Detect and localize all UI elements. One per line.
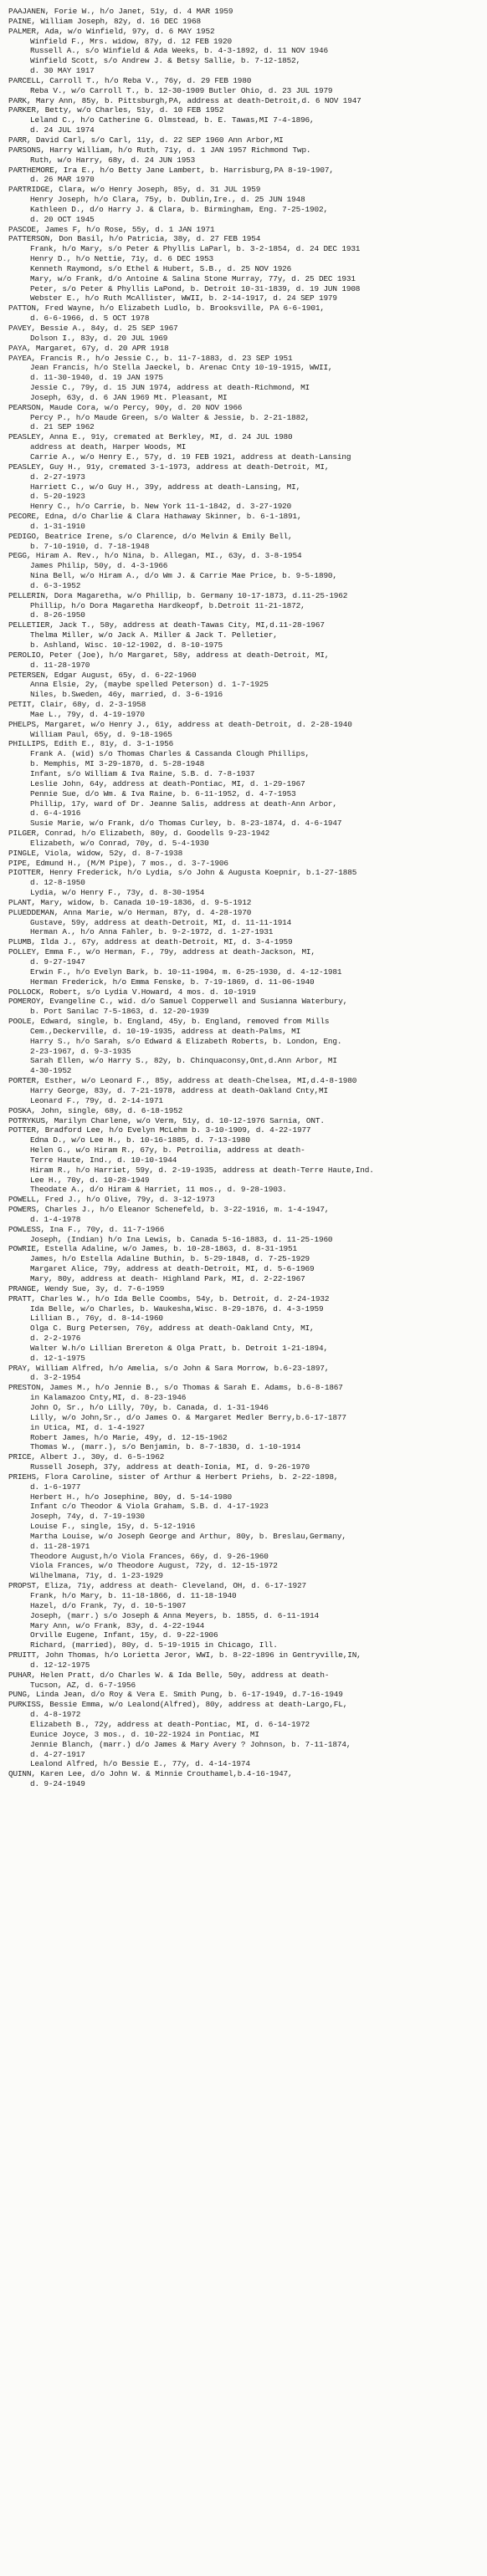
- entry-detail-line: Mary Ann, w/o Frank, 83y, d. 4-22-1944: [30, 1620, 205, 1630]
- entry-detail-line: Joseph, (Indian) h/o Ina Lewis, b. Canada 5-16-1883, d. 11-25-1960: [30, 1234, 333, 1244]
- entry-surname-line: POLLOCK, Robert, s/o Lydia V.Howard, 4 mos. d. 10-1919: [8, 987, 256, 997]
- index-entry: [8, 739, 480, 829]
- entry-detail-line: Nina Bell, w/o Hiram A., d/o Wm J. & Carrie Mae Price, b. 9-5-1890,: [30, 571, 337, 581]
- entry-detail-line: Lee H., 70y, d. 10-28-1949: [30, 1175, 150, 1185]
- entry-detail-line: Elizabeth B., 72y, address at death-Pontiac, MI, d. 6-14-1972: [30, 1719, 310, 1729]
- index-entry: [8, 1364, 480, 1384]
- entry-surname-line: PARSONS, Harry William, h/o Ruth, 71y, d. 1 JAN 1957 Richmond Twp.: [8, 145, 311, 155]
- entry-detail-line: Pennie Sue, d/o Wm. & Iva Raine, b. 6-11-1952, d. 4-7-1953: [30, 788, 296, 798]
- index-entry: [8, 1195, 480, 1205]
- index-entry: [8, 344, 480, 354]
- entry-surname-line: PRATT, Charles W., h/o Ida Belle Coombs, 54y, b. Detroit, d. 2-24-1932: [8, 1293, 330, 1303]
- entry-surname-line: PAYA, Margaret, 67y, d. 20 APR 1918: [8, 343, 169, 353]
- entry-detail-line: Eunice Joyce, 3 mos., d. 10-22-1924 in Pontiac, MI: [30, 1729, 259, 1739]
- index-entry: [8, 185, 480, 224]
- entry-surname-line: PEGG, Hiram A. Rev., h/o Nina, b. Allegan, MI., 63y, d. 3-8-1954: [8, 551, 302, 561]
- entry-surname-line: PLUEDDEMAN, Anna Marie, w/o Herman, 87y, d. 4-28-1970: [8, 907, 252, 917]
- entry-detail-line: d. 9-24-1949: [30, 1779, 85, 1789]
- index-entry: [8, 1472, 480, 1581]
- entry-detail-line: Joseph, 74y, d. 7-19-1930: [30, 1512, 145, 1522]
- index-entry: [8, 908, 480, 938]
- entry-surname-line: PUHAR, Helen Pratt, d/o Charles W. & Ida Belle, 50y, address at death-: [8, 1670, 330, 1680]
- entry-surname-line: POLLEY, Emma F., w/o Herman, F., 79y, address at death-Jackson, MI,: [8, 947, 315, 957]
- entry-detail-line: Dolson I., 83y, d. 20 JUL 1969: [30, 333, 168, 343]
- index-entry: [8, 403, 480, 433]
- index-entry: [8, 947, 480, 987]
- entry-detail-line: Mary, 80y, address at death- Highland Park, MI, d. 2-22-1967: [30, 1274, 305, 1283]
- entry-detail-line: Cem.,Deckerville, d. 10-19-1935, address at death-Palms, MI: [30, 1026, 301, 1036]
- entry-surname-line: PATTERSON, Don Basil, h/o Patricia, 38y, d. 27 FEB 1954: [8, 234, 261, 244]
- index-entry: [8, 105, 480, 135]
- entry-detail-line: Winfield F., Mrs. widow, 87y, d. 12 FEB 1920: [30, 36, 232, 46]
- entry-detail-line: d. 20 OCT 1945: [30, 214, 95, 224]
- entry-detail-line: Sarah Ellen, w/o Harry S., 82y, b. Chinquaconsy,Ont,d.Ann Arbor, MI: [30, 1056, 337, 1066]
- entry-detail-line: Theodate A., d/o Hiram & Harriet, 11 mos., d. 9-28-1903.: [30, 1185, 287, 1195]
- entry-detail-line: d. 1-6-1977: [30, 1482, 81, 1492]
- entry-surname-line: PARTHEMORE, Ira E., h/o Betty Jane Lambert, b. Harrisburg,PA 8-19-1907,: [8, 165, 334, 175]
- index-entry: [8, 304, 480, 324]
- entry-surname-line: PAAJANEN, Forie W., h/o Janet, 51y, d. 4 MAR 1959: [8, 7, 233, 16]
- entry-detail-line: in Kalamazoo Cnty,MI, d. 8-23-1946: [30, 1393, 187, 1403]
- entry-detail-line: Harry S., h/o Sarah, s/o Edward & Elizabeth Roberts, b. London, Eng.: [30, 1036, 342, 1046]
- entry-surname-line: PECORE, Edna, d/o Charlie & Clara Hathaway Skinner, b. 6-1-1891,: [8, 512, 302, 522]
- index-entry: [8, 591, 480, 621]
- entry-detail-line: Reba V., w/o Carroll T., b. 12-30-1909 Butler Ohio, d. 23 JUL 1979: [30, 85, 333, 95]
- entry-detail-line: Infant c/o Theodor & Viola Graham, S.B. d. 4-17-1923: [30, 1502, 269, 1512]
- entry-detail-line: Kathleen D., d/o Harry J. & Clara, b. Birmingham, Eng. 7-25-1902,: [30, 204, 328, 214]
- entry-detail-line: Olga C. Burg Petersen, 76y, address at death-Oakland Cnty, MI,: [30, 1324, 315, 1334]
- entry-detail-line: Martha Louise, w/o Joseph George and Arthur, 80y, b. Breslau,Germany,: [30, 1531, 346, 1541]
- entry-surname-line: PELLERIN, Dora Magaretha, w/o Phillip, b. Germany 10-17-1873, d.11-25-1962: [8, 590, 348, 600]
- index-entry: [8, 225, 480, 235]
- index-entry: [8, 1284, 480, 1294]
- entry-detail-line: d. 2-27-1973: [30, 472, 85, 482]
- entry-detail-line: Niles, b.Sweden, 46y, married, d. 3-6-1916: [30, 690, 223, 700]
- entry-detail-line: 4-30-1952: [30, 1066, 72, 1076]
- entry-detail-line: d. 30 MAY 1917: [30, 66, 95, 76]
- entry-surname-line: PAVEY, Bessie A., 84y, d. 25 SEP 1967: [8, 324, 178, 333]
- index-entry: [8, 1690, 480, 1700]
- entry-detail-line: Frank, h/o Mary, s/o Peter & Phyllis LaParl, b. 3-2-1854, d. 24 DEC 1931: [30, 244, 361, 254]
- index-entry: [8, 432, 480, 462]
- entry-surname-line: PHILLIPS, Edith E., 81y, d. 3-1-1956: [8, 739, 174, 749]
- entry-surname-line: PEDIGO, Beatrice Irene, s/o Clarence, d/o Melvin & Emily Bell,: [8, 531, 293, 541]
- index-entry: [8, 1452, 480, 1472]
- index-entry: [8, 1116, 480, 1126]
- index-entry: [8, 1244, 480, 1283]
- entry-detail-line: Louise F., single, 15y, d. 5-12-1916: [30, 1522, 196, 1532]
- entry-surname-line: PARCELL, Carroll T., h/o Reba V., 76y, d. 29 FEB 1980: [8, 75, 252, 85]
- entry-detail-line: Herman Frederick, h/o Emma Fenske, b. 7-19-1869, d. 11-06-1940: [30, 977, 315, 987]
- entry-surname-line: PHELPS, Margaret, w/o Henry J., 61y, address at death-Detroit, d. 2-28-1940: [8, 719, 352, 729]
- index-entry: [8, 650, 480, 671]
- entry-surname-line: PROPST, Eliza, 71y, address at death- Cleveland, OH, d. 6-17-1927: [8, 1581, 306, 1591]
- index-entry: [8, 1205, 480, 1225]
- entry-detail-line: d. 3-2-1954: [30, 1373, 81, 1383]
- index-entry: [8, 145, 480, 166]
- index-entry: [8, 1700, 480, 1769]
- index-entry: [8, 1106, 480, 1116]
- entry-detail-line: Mae L., 79y, d. 4-19-1970: [30, 709, 145, 719]
- entry-detail-line: d. 12-1-1975: [30, 1353, 85, 1363]
- index-entry: [8, 849, 480, 859]
- index-entry: [8, 720, 480, 740]
- entry-surname-line: POWLESS, Ina F., 70y, d. 11-7-1966: [8, 1224, 165, 1234]
- index-entry: [8, 17, 480, 27]
- entry-surname-line: PARTRIDGE, Clara, w/o Henry Joseph, 85y, d. 31 JUL 1959: [8, 185, 261, 195]
- entry-surname-line: PLUMB, Ilda J., 67y, address at death-Detroit, MI, d. 3-4-1959: [8, 937, 293, 947]
- index-entry: [8, 512, 480, 532]
- entry-surname-line: PRAY, William Alfred, h/o Amelia, s/o John & Sara Morrow, b.6-23-1897,: [8, 1363, 330, 1373]
- entry-surname-line: PUNG, Linda Jean, d/o Roy & Vera E. Smith Pung, b. 6-17-1949, d.7-16-1949: [8, 1690, 343, 1700]
- entry-detail-line: Jessie C., 79y, d. 15 JUN 1974, address at death-Richmond, MI: [30, 383, 310, 393]
- entry-detail-line: Lillian B., 76y, d. 8-14-1960: [30, 1314, 163, 1324]
- index-entry: [8, 859, 480, 869]
- entry-detail-line: Orville Eugene, Infant, 15y, d. 9-22-1906: [30, 1630, 218, 1640]
- index-entry: [8, 829, 480, 849]
- entry-surname-line: PRESTON, James M., h/o Jennie B., s/o Thomas & Sarah E. Adams, b.6-8-1867: [8, 1383, 343, 1393]
- entry-surname-line: PALMER, Ada, w/o Winfield, 97y, d. 6 MAY 1952: [8, 26, 215, 36]
- entry-detail-line: d. 24 JUL 1974: [30, 125, 95, 135]
- entry-detail-line: d. 6-6-1966, d. 5 OCT 1978: [30, 314, 150, 324]
- entry-detail-line: Edna D., w/o Lee H., b. 10-16-1885, d. 7-13-1980: [30, 1135, 250, 1145]
- index-entry: [8, 1125, 480, 1195]
- entry-detail-line: William Paul, 65y, d. 9-18-1965: [30, 729, 172, 739]
- entry-detail-line: d. 11-30-1940, d. 19 JAN 1975: [30, 373, 163, 383]
- entry-detail-line: d. 8-26-1950: [30, 610, 85, 620]
- index-entry: [8, 234, 480, 304]
- entry-detail-line: address at death, Harper Woods, MI: [30, 442, 187, 452]
- entry-detail-line: d. 26 MAR 1970: [30, 175, 95, 185]
- entry-surname-line: POWRIE, Estella Adaline, w/o James, b. 10-28-1863, d. 8-31-1951: [8, 1244, 297, 1254]
- entry-detail-line: Henry C., h/o Carrie, b. New York 11-1-1842, d. 3-27-1920: [30, 502, 292, 512]
- entry-detail-line: Lealond Alfred, h/o Bessie E., 77y, d. 4-14-1974: [30, 1759, 250, 1769]
- entry-surname-line: PETIT, Clair, 68y, d. 2-3-1958: [8, 700, 146, 710]
- entry-detail-line: Viola Frances, w/o Theodore August, 72y, d. 12-15-1972: [30, 1561, 278, 1571]
- entry-surname-line: PRICE, Albert J., 30y, d. 6-5-1962: [8, 1452, 165, 1462]
- entry-detail-line: Ruth, w/o Harry, 68y, d. 24 JUN 1953: [30, 155, 196, 165]
- entry-detail-line: James, h/o Estella Adaline Buthin, b. 5-29-1848, d. 7-25-1929: [30, 1254, 310, 1264]
- index-entry: [8, 1581, 480, 1650]
- entry-detail-line: Margaret Alice, 79y, address at death-Detroit, MI, d. 5-6-1969: [30, 1264, 315, 1274]
- entry-surname-line: POSKA, John, single, 68y, d. 6-18-1952: [8, 1105, 183, 1115]
- entry-detail-line: Jennie Blanch, (marr.) d/o James & Mary Avery ? Johnson, b. 7-11-1874,: [30, 1739, 351, 1749]
- entry-detail-line: Herbert H., h/o Josephine, 80y, d. 5-14-1980: [30, 1492, 232, 1502]
- entry-detail-line: Tucson, AZ, d. 6-7-1956: [30, 1680, 136, 1690]
- entry-surname-line: POTRYKUS, Marilyn Charlene, w/o Verm, 51y, d. 10-12-1976 Sarnia, ONT.: [8, 1115, 325, 1125]
- index-entry: [8, 27, 480, 76]
- entry-detail-line: d. 6-4-1916: [30, 809, 81, 819]
- entry-surname-line: POTTER, Bradford Lee, h/o Evelyn McLehm b. 3-10-1909, d. 4-22-1977: [8, 1125, 311, 1135]
- index-entry: [8, 700, 480, 720]
- index-entry: [8, 96, 480, 106]
- entry-surname-line: PAYEA, Francis R., h/o Jessie C., b. 11-7-1883, d. 23 SEP 1951: [8, 353, 293, 363]
- entry-surname-line: PEASLEY, Anna E., 91y, cremated at Berkley, MI, d. 24 JUL 1980: [8, 432, 293, 442]
- entry-detail-line: Russell A., s/o Winfield & Ada Weeks, b. 4-3-1892, d. 11 NOV 1946: [30, 46, 328, 56]
- entry-detail-line: Hiram R., h/o Harriet, 59y, d. 2-19-1935, address at death-Terre Haute,Ind.: [30, 1165, 374, 1175]
- entry-surname-line: PIPE, Edmund H., (M/M Pipe), 7 mos., d. 3-7-1906: [8, 858, 228, 868]
- entry-detail-line: Thelma Miller, w/o Jack A. Miller & Jack T. Pelletier,: [30, 630, 278, 640]
- index-entry: [8, 1294, 480, 1364]
- index-entry: [8, 135, 480, 145]
- index-entry: [8, 620, 480, 650]
- entry-detail-line: in Utica, MI, d. 1-4-1927: [30, 1422, 145, 1432]
- entry-detail-line: Anna Elsie, 2y, (maybe spelled Peterson) d. 1-7-1925: [30, 680, 269, 690]
- entry-detail-line: Leland C., h/o Catherine G. Olmstead, b. E. Tawas,MI 7-4-1896,: [30, 115, 315, 125]
- entry-detail-line: Richard, (married), 80y, d. 5-19-1915 in Chicago, Ill.: [30, 1640, 278, 1650]
- entry-surname-line: POWELL, Fred J., h/o Olive, 79y, d. 3-12-1973: [8, 1195, 215, 1205]
- entry-surname-line: PIOTTER, Henry Frederick, h/o Lydia, s/o John & Augusta Koepnir, b.1-27-1885: [8, 868, 357, 878]
- entry-detail-line: Infant, s/o William & Iva Raine, S.B. d. 7-8-1937: [30, 768, 255, 778]
- index-entry: [8, 898, 480, 908]
- entry-surname-line: PRIEHS, Flora Caroline, sister of Arthur & Herbert Priehs, b. 2-22-1898,: [8, 1472, 339, 1482]
- entry-detail-line: Leonard F., 79y, d. 2-14-1971: [30, 1095, 163, 1105]
- entry-detail-line: b. 7-10-1910, d. 7-18-1948: [30, 541, 150, 551]
- entry-detail-line: Phillip, 17y, ward of Dr. Jeanne Salis, address at death-Ann Arbor,: [30, 798, 337, 809]
- entry-detail-line: Erwin F., h/o Evelyn Bark, b. 10-11-1904, m. 6-25-1930, d. 4-12-1981: [30, 967, 342, 977]
- entry-detail-line: Harry George, 83y, d. 7-21-1978, address at death-Oakland Cnty,MI: [30, 1085, 328, 1095]
- entry-detail-line: d. 6-3-1952: [30, 580, 81, 590]
- index-entry: [8, 462, 480, 512]
- entry-detail-line: Helen G., w/o Hiram R., 67y, b. Petroilia, address at death-: [30, 1145, 305, 1155]
- entry-surname-line: PORTER, Esther, w/o Leonard F., 85y, address at death-Chelsea, MI,d.4-8-1980: [8, 1076, 357, 1086]
- entry-detail-line: Gustave, 59y, address at death-Detroit, MI, d. 11-11-1914: [30, 917, 292, 927]
- entry-detail-line: Walter W.h/o Lillian Brereton & Olga Pratt, b. Detroit 1-21-1894,: [30, 1343, 328, 1353]
- index-entry: [8, 166, 480, 186]
- entry-detail-line: Kenneth Raymond, s/o Ethel & Hubert, S.B., d. 25 NOV 1926: [30, 263, 292, 273]
- entry-detail-line: 2-23-1967, d. 9-3-1935: [30, 1046, 131, 1056]
- entry-detail-line: d. 12-12-1975: [30, 1660, 90, 1670]
- index-entry: [8, 324, 480, 344]
- entry-detail-line: John O, Sr., h/o Lilly, 70y, b. Canada, d. 1-31-1946: [30, 1402, 269, 1412]
- index-entry: [8, 1769, 480, 1789]
- entry-detail-line: Phillip, h/o Dora Magaretha Hardkeopf, b.Detroit 11-21-1872,: [30, 600, 305, 610]
- index-entry: [8, 1671, 480, 1691]
- index-entry: [8, 1650, 480, 1671]
- entry-surname-line: PATTON, Fred Wayne, h/o Elizabeth Ludlo, b. Brooksville, PA 6-6-1901,: [8, 304, 325, 314]
- index-entry: [8, 937, 480, 947]
- entry-detail-line: Frank A. (wid) s/o Thomas Charles & Cassanda Clough Phillips,: [30, 749, 310, 759]
- entry-detail-line: b. Port Sanilac 7-5-1863, d. 12-20-1939: [30, 1007, 209, 1017]
- entry-detail-line: Mary, w/o Frank, d/o Antoine & Salina Stone Murray, 77y, d. 25 DEC 1931: [30, 273, 356, 283]
- entry-detail-line: Terre Haute, Ind., d. 10-10-1944: [30, 1155, 177, 1165]
- entry-surname-line: PARK, Mary Ann, 85y, b. Pittsburgh,PA, address at death-Detroit,d. 6 NOV 1947: [8, 95, 361, 105]
- index-entry: [8, 354, 480, 403]
- entry-detail-line: Henry Joseph, h/o Clara, 75y, b. Dublin,Ire., d. 25 JUN 1948: [30, 195, 305, 205]
- entry-detail-line: Carrie A., w/o Henry E., 57y, d. 19 FEB 1921, address at death-Lansing: [30, 451, 351, 462]
- index-entry: [8, 551, 480, 590]
- entry-detail-line: Susie Marie, w/o Frank, d/o Thomas Curley, b. 8-23-1874, d. 4-6-1947: [30, 819, 342, 829]
- entry-detail-line: d. 4-27-1917: [30, 1749, 85, 1759]
- entry-surname-line: PINGLE, Viola, widow, 52y, d. 8-7-1938: [8, 848, 183, 858]
- entry-surname-line: PAINE, William Joseph, 82y, d. 16 DEC 1968: [8, 16, 201, 26]
- entry-detail-line: Percy P., h/o Maude Green, s/o Walter & Jessie, b. 2-21-1882,: [30, 412, 310, 422]
- entry-detail-line: d. 11-28-1971: [30, 1541, 90, 1551]
- entry-detail-line: b. Memphis, MI 3-29-1870, d. 5-28-1948: [30, 759, 205, 769]
- entry-detail-line: d. 21 SEP 1962: [30, 422, 95, 432]
- index-entry: [8, 76, 480, 96]
- entry-detail-line: d. 12-8-1950: [30, 878, 85, 888]
- entry-detail-line: d. 9-27-1947: [30, 957, 85, 967]
- entry-detail-line: Joseph, (marr.) s/o Joseph & Anna Meyers, b. 1855, d. 6-11-1914: [30, 1610, 319, 1620]
- entry-detail-line: Russell Joseph, 37y, address at death-Ionia, MI, d. 9-26-1970: [30, 1462, 310, 1472]
- entry-surname-line: PRUITT, John Thomas, h/o Lorietta Jeror, WWI, b. 8-22-1896 in Gentryville,IN,: [8, 1650, 361, 1660]
- entry-detail-line: Frank, h/o Mary, b. 11-18-1866, d. 11-18-1940: [30, 1591, 237, 1600]
- entry-surname-line: POMEROY, Evangeline C., wid. d/o Samuel Copperwell and Susianna Waterbury,: [8, 997, 348, 1007]
- entry-detail-line: d. 1-31-1910: [30, 521, 85, 531]
- entry-detail-line: Webster E., h/o Ruth McAllister, WWII, b. 2-14-1917, d. 24 SEP 1979: [30, 293, 337, 304]
- entry-surname-line: PARKER, Betty, w/o Charles, 51y, d. 10 FEB 1952: [8, 105, 224, 115]
- entry-detail-line: Elizabeth, w/o Conrad, 70y, d. 5-4-1930: [30, 838, 209, 848]
- entry-detail-line: Henry D., h/o Nettie, 71y, d. 6 DEC 1953: [30, 254, 214, 264]
- index-entry: [8, 671, 480, 701]
- index-entry: [8, 987, 480, 997]
- entry-detail-line: Robert James, h/o Marie, 49y, d. 12-15-1962: [30, 1432, 228, 1442]
- entry-detail-line: Harriett C., w/o Guy H., 39y, address at death-Lansing, MI,: [30, 482, 301, 492]
- entry-surname-line: PARR, David Carl, s/o Carl, 11y, d. 22 SEP 1960 Ann Arbor,MI: [8, 135, 284, 145]
- entry-surname-line: PURKISS, Bessie Emma, w/o Lealond(Alfred), 80y, address at death-Largo,FL,: [8, 1700, 348, 1710]
- entry-detail-line: d. 2-2-1976: [30, 1334, 81, 1344]
- entry-surname-line: PEASLEY, Guy H., 91y, cremated 3-1-1973, address at death-Detroit, MI,: [8, 462, 330, 472]
- entry-detail-line: Lydia, w/o Henry F., 73y, d. 8-30-1954: [30, 888, 205, 898]
- entry-detail-line: Thomas W., (marr.), s/o Benjamin, b. 8-7-1830, d. 1-10-1914: [30, 1442, 301, 1452]
- entry-detail-line: Joseph, 63y, d. 6 JAN 1969 Mt. Pleasant, MI: [30, 392, 228, 402]
- entry-detail-line: Ida Belle, w/o Charles, b. Waukesha,Wisc. 8-29-1876, d. 4-3-1959: [30, 1303, 324, 1314]
- index-entry: [8, 1383, 480, 1452]
- entry-detail-line: Leslie John, 64y, address at death-Pontiac, MI, d. 1-29-1967: [30, 778, 305, 788]
- entry-surname-line: PASCOE, James F, h/o Rose, 55y, d. 1 JAN 1971: [8, 224, 215, 234]
- entry-detail-line: Jean Francis, h/o Stella Jaeckel, b. Arenac Cnty 10-19-1915, WWII,: [30, 363, 333, 373]
- entry-detail-line: b. Ashland, Wisc. 10-12-1902, d. 8-10-1975: [30, 640, 223, 650]
- entry-surname-line: PRANGE, Wendy Sue, 3y, d. 7-6-1959: [8, 1283, 165, 1293]
- entry-detail-line: Hazel, d/o Frank, 7y, d. 10-5-1907: [30, 1600, 187, 1610]
- entry-detail-line: Winfield Scott, s/o Andrew J. & Betsy Sallie, b. 7-12-1852,: [30, 56, 301, 66]
- index-entry: [8, 532, 480, 552]
- entry-detail-line: Theodore August,h/o Viola Frances, 66y, d. 9-26-1960: [30, 1551, 269, 1561]
- entry-detail-line: d. 4-8-1972: [30, 1710, 81, 1720]
- index-entry: [8, 868, 480, 898]
- index-entry: [8, 1017, 480, 1076]
- entry-detail-line: Wilhelmana, 71y, d. 1-23-1929: [30, 1571, 163, 1581]
- entry-detail-line: Lilly, w/o John,Sr., d/o James O. & Margaret Medler Berry,b.6-17-1877: [30, 1412, 346, 1422]
- entry-surname-line: QUINN, Karen Lee, d/o John W. & Minnie Crouthamel,b.4-16-1947,: [8, 1769, 293, 1779]
- entry-detail-line: d. 1-4-1978: [30, 1214, 81, 1224]
- entry-surname-line: PILGER, Conrad, h/o Elizabeth, 80y, d. Goodells 9-23-1942: [8, 829, 270, 839]
- entry-surname-line: PELLETIER, Jack T., 58y, address at death-Tawas City, MI,d.11-28-1967: [8, 620, 325, 630]
- entry-detail-line: d. 5-20-1923: [30, 492, 85, 502]
- entry-surname-line: PETERSEN, Edgar August, 65y, d. 6-22-1960: [8, 670, 197, 680]
- entry-detail-line: d. 11-28-1970: [30, 660, 90, 670]
- entry-surname-line: PLANT, Mary, widow, b. Canada 10-19-1836, d. 9-5-1912: [8, 897, 252, 907]
- index-entry: [8, 7, 480, 17]
- index-entry: [8, 1225, 480, 1245]
- entry-detail-line: Peter, s/o Peter & Phyllis LaPond, b. Detroit 10-31-1839, d. 19 JUN 1908: [30, 283, 361, 293]
- entry-surname-line: POOLE, Edward, single, b. England, 45y, b. England, removed from Mills: [8, 1017, 330, 1027]
- index-entry: [8, 997, 480, 1017]
- entry-detail-line: James Philip, 50y, d. 4-3-1966: [30, 561, 168, 571]
- entry-surname-line: PEARSON, Maude Cora, w/o Percy, 90y, d. 20 NOV 1966: [8, 402, 243, 412]
- entry-detail-line: Herman A., h/o Anna Fahler, b. 9-2-1972, d. 1-27-1931: [30, 927, 274, 937]
- entry-surname-line: PEROLIO, Peter (Joe), h/o Margaret, 58y, address at death-Detroit, MI,: [8, 650, 330, 660]
- index-entry: [8, 1076, 480, 1106]
- entry-surname-line: POWERS, Charles J., h/o Eleanor Schenefeld, b. 3-22-1916, m. 1-4-1947,: [8, 1205, 330, 1215]
